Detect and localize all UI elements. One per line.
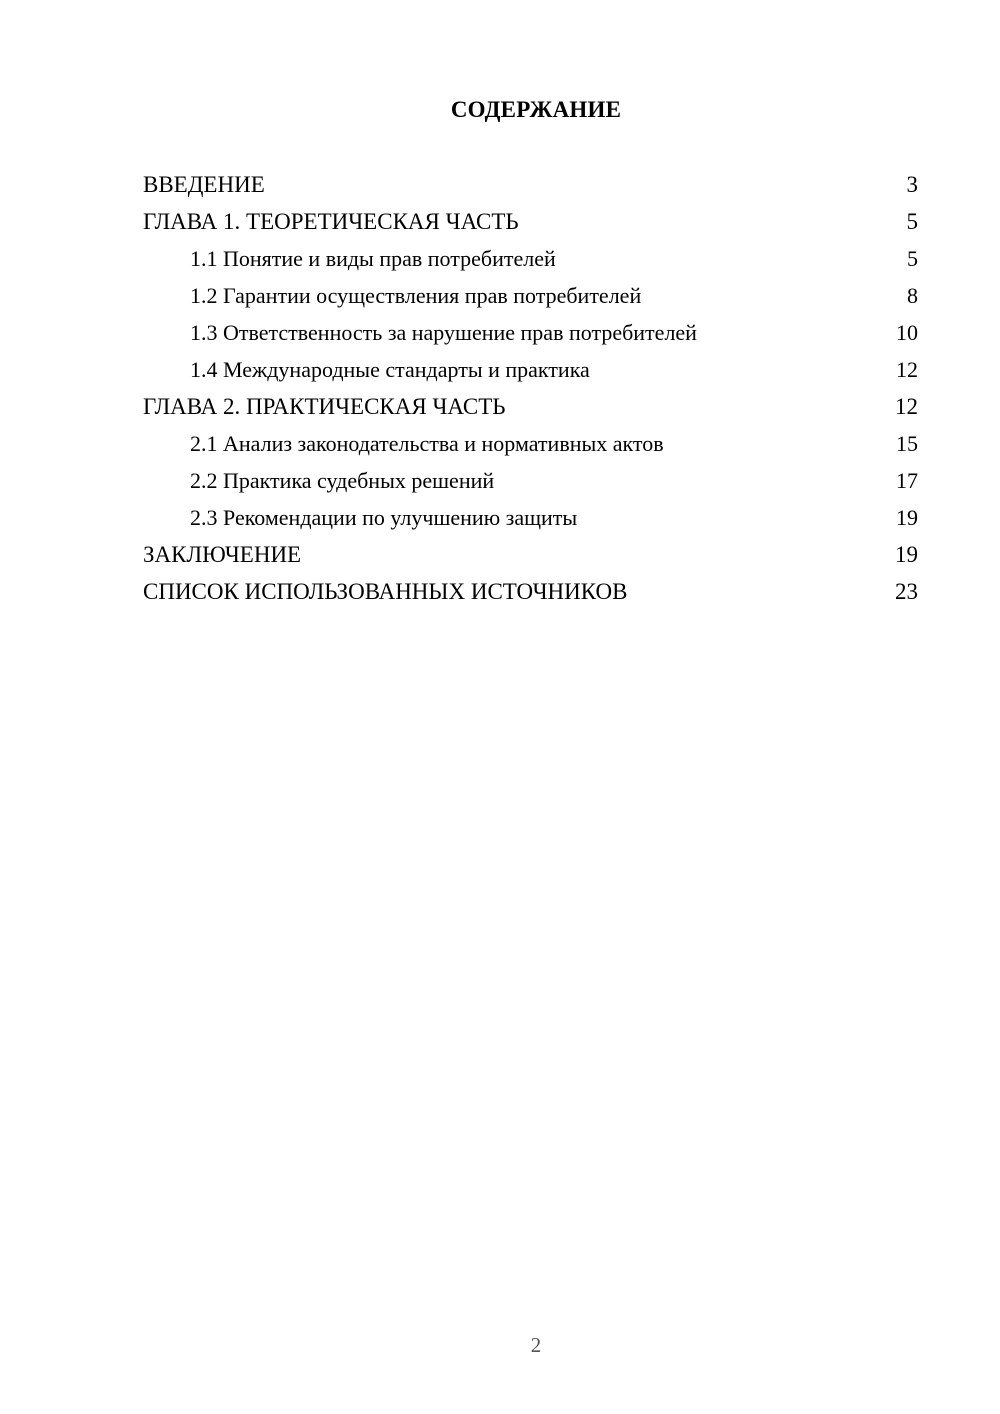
toc-entry-chapter-2 <box>143 388 918 425</box>
toc-entry-page: 23 <box>895 579 918 604</box>
toc-entry-page: 5 <box>906 209 918 234</box>
toc-entry-page: 3 <box>906 172 918 197</box>
toc-entry-references <box>143 573 918 610</box>
toc-entry-section-1-2 <box>143 277 918 314</box>
toc-entry-section-1-1 <box>143 240 918 277</box>
toc-entry-title: 1.2 Гарантии осуществления прав потребителей <box>190 283 642 308</box>
toc-entry-title: 1.4 Международные стандарты и практика <box>190 357 590 382</box>
toc-entry-conclusion <box>143 536 918 573</box>
page-number: 2 <box>530 1333 542 1357</box>
toc-entry-page: 12 <box>896 357 918 382</box>
toc-entry-page: 19 <box>895 542 918 567</box>
toc-entry-title: СПИСОК ИСПОЛЬЗОВАННЫХ ИСТОЧНИКОВ <box>143 579 628 604</box>
toc-entry-title: ГЛАВА 1. ТЕОРЕТИЧЕСКАЯ ЧАСТЬ <box>143 209 519 234</box>
toc-entry-page: 12 <box>895 394 918 419</box>
toc-entry-page: 17 <box>896 468 918 493</box>
toc-entry-title: 2.1 Анализ законодательства и нормативных актов <box>190 431 664 456</box>
toc-entry-section-2-3 <box>143 499 918 536</box>
toc-entry-section-2-1 <box>143 425 918 462</box>
toc-entry-page: 5 <box>907 246 918 271</box>
table-of-contents <box>143 166 918 610</box>
toc-entry-section-1-4 <box>143 351 918 388</box>
toc-entry-title: 1.1 Понятие и виды прав потребителей <box>190 246 556 271</box>
toc-entry-page: 19 <box>896 505 918 530</box>
toc-entry-page: 15 <box>896 431 918 456</box>
toc-heading: СОДЕРЖАНИЕ <box>450 97 622 122</box>
toc-entry-section-1-3 <box>143 314 918 351</box>
toc-entry-title: ВВЕДЕНИЕ <box>143 172 265 197</box>
toc-entry-title: 2.3 Рекомендации по улучшению защиты <box>190 505 578 530</box>
toc-entry-chapter-1 <box>143 203 918 240</box>
toc-entry-page: 10 <box>896 320 918 345</box>
toc-entry-title: 2.2 Практика судебных решений <box>190 468 495 493</box>
toc-entry-section-2-2 <box>143 462 918 499</box>
toc-entry-title: 1.3 Ответственность за нарушение прав потребителей <box>190 320 697 345</box>
toc-entry-introduction <box>143 166 918 203</box>
toc-entry-title: ГЛАВА 2. ПРАКТИЧЕСКАЯ ЧАСТЬ <box>143 394 506 419</box>
toc-entry-page: 8 <box>907 283 918 308</box>
toc-entry-title: ЗАКЛЮЧЕНИЕ <box>143 542 302 567</box>
